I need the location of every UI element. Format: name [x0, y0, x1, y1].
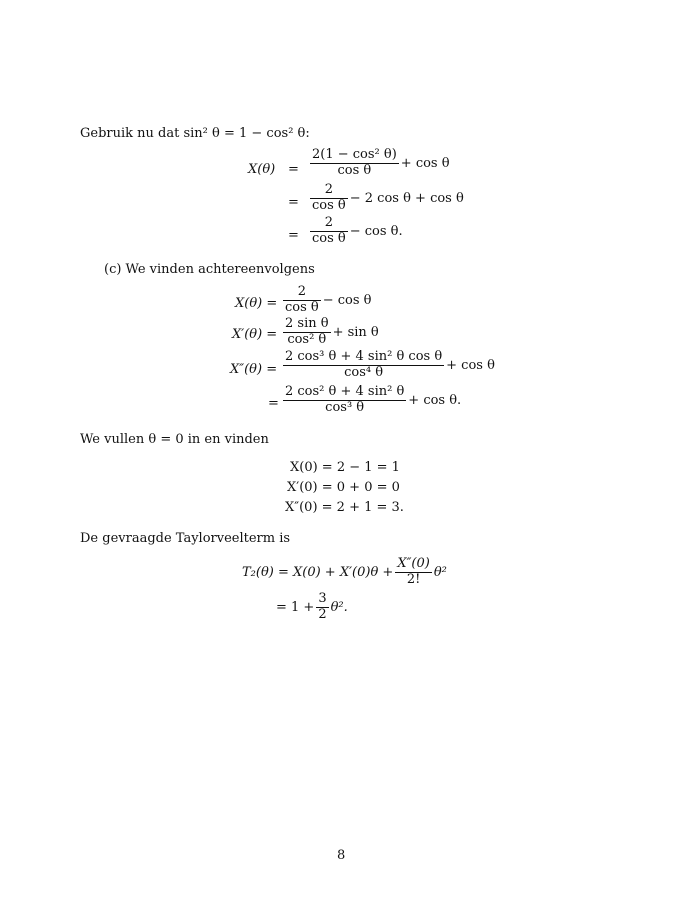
eqA-row3: 2 cos θ − cos θ. — [312, 215, 403, 246]
eqC-row3: 2 cos³ θ + 4 sin² θ cos θ cos⁴ θ + cos θ — [285, 349, 495, 380]
eqC-lhs4: = — [268, 396, 279, 411]
eqE-row1: T₂(θ) = X(0) + X′(0)θ + $\frac{X''(0)}{2!}$ θ² — [242, 556, 447, 587]
eqA-row1: 2(1 − cos² θ) cos θ + cos θ — [312, 147, 450, 178]
eqD-row2: X′(0) = 0 + 0 = 0 — [287, 480, 400, 495]
eqC-lhs1: X(θ) = — [235, 296, 278, 311]
eqD-row3: X″(0) = 2 + 1 = 3. — [285, 500, 404, 515]
eqE-row2: = 1 + $\frac{3}{2}$ θ². — [276, 591, 348, 622]
fill-line: We vullen θ = 0 in en vinden — [80, 432, 269, 447]
eqA-eq2: = — [288, 195, 299, 210]
eqA-lhs: X(θ) — [248, 162, 276, 177]
eqC-row2: 2 sin θ cos² θ + sin θ — [285, 316, 379, 347]
taylor-line: De gevraagde Taylorveelterm is — [80, 531, 291, 546]
eqC-row1: 2 cos θ − cos θ — [285, 284, 372, 315]
intro-line: Gebruik nu dat sin² θ = 1 − cos² θ: — [80, 126, 310, 141]
eqC-row4: 2 cos² θ + 4 sin² θ cos³ θ + cos θ. — [285, 384, 462, 415]
eqC-lhs2: X′(θ) = — [232, 327, 278, 342]
eqC-lhs3: X″(θ) = — [230, 362, 278, 377]
part-c-heading: (c) We vinden achtereenvolgens — [104, 262, 315, 277]
page-number: 8 — [337, 848, 346, 863]
eqA-eq3: = — [288, 228, 299, 243]
eqA-row2: 2 cos θ − 2 cos θ + cos θ — [312, 182, 464, 213]
eqA-eq1: = — [288, 162, 299, 177]
eqD-row1: X(0) = 2 − 1 = 1 — [290, 460, 400, 475]
